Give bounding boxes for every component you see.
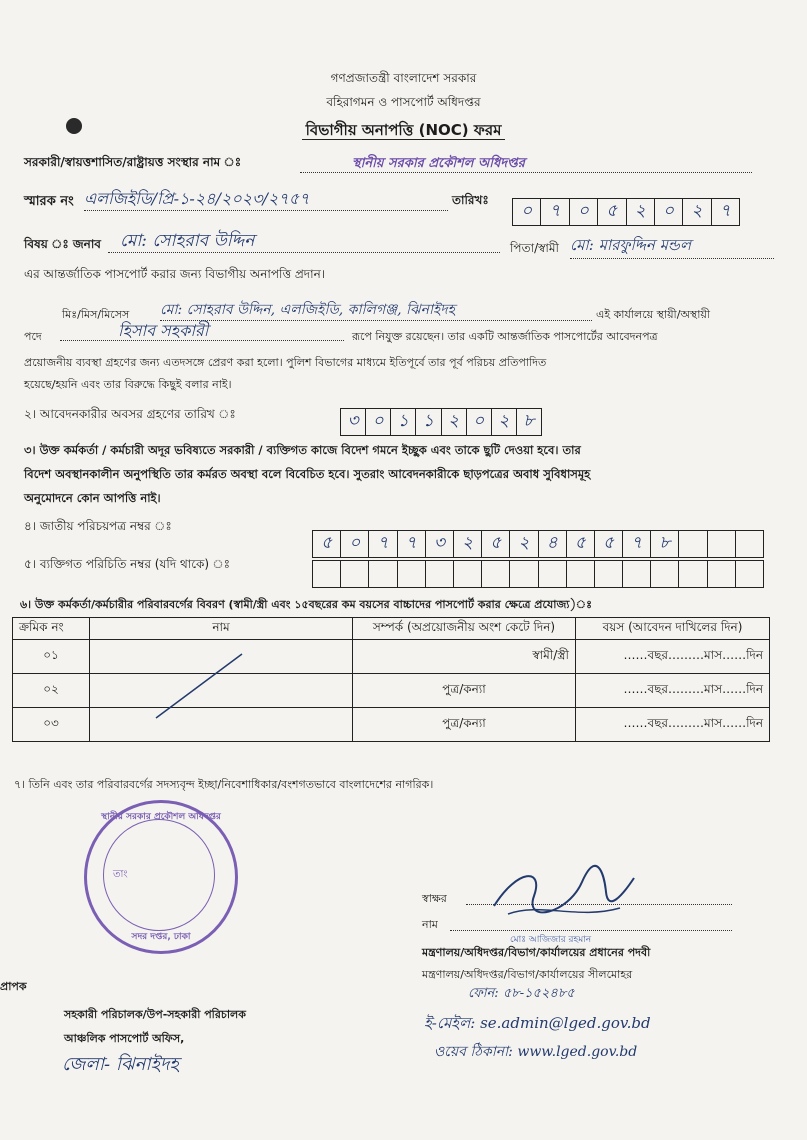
date-digit: ০ [513,199,541,225]
date-digit: ৭ [541,199,569,225]
nid-boxes [312,530,764,558]
body-prefix: মিঃ/মিস/মিসেস [62,308,130,321]
nid-digit: ৭ [623,531,651,557]
date-digit: ২ [627,199,655,225]
date-digit: ০ [655,199,683,225]
nid-digit [679,531,707,557]
retire-digit: ০ [366,409,391,435]
email: ই-মেইল: se.admin@lged.gov.bd [424,1014,651,1032]
table-row [13,708,770,742]
retire-digit: ১ [416,409,441,435]
seal-label: মন্ত্রণালয়/অধিদপ্তর/বিভাগ/কার্যালয়ের সীলমোহর [422,968,633,981]
nid-digit: ৫ [482,531,510,557]
table-row [13,674,770,708]
seal-top-text: স্থানীয় সরকার প্রকৌশল অধিদপ্তর [101,812,221,822]
item3-line-1: ৩। উক্ত কর্মকর্তা / কর্মচারী অদূর ভবিষ্যতে সরকারী / ব্যক্তিগত কাজে বিদেশ গমনে ইচ্ছুক এবং তাকে ছুটি দেওয়া হবে। তার [24,443,581,457]
memo-date-boxes [512,198,740,226]
table-header-sl: ক্রমিক নং [13,618,90,640]
date-digit: ০ [570,199,598,225]
row-sl: ০৩ [13,708,90,742]
post-value: হিসাব সহকারী [118,321,209,340]
body-line-4: হয়েছে/হয়নি এবং তার বিরুদ্ধে কিছুই বলার নাই। [24,378,232,391]
subject-line-2: এর আন্তর্জাতিক পাসপোর্ট করার জন্য বিভাগীয় অনাপত্তি প্রদান। [24,267,326,281]
memo-label: স্মারক নং [24,194,74,209]
strike-line [150,650,250,722]
memo-value: এলজিইডি/প্রি-১-২৪/২০২৩/২৭৫৭ [84,189,310,208]
nid-digit [736,531,763,557]
retire-digit: ৩ [341,409,366,435]
nid-digit: ০ [341,531,369,557]
nid-digit: ৭ [369,531,397,557]
row-relation: পুত্র/কন্যা [353,674,576,708]
header-line-2: বহিরাগমন ও পাসপোর্ট অধিদপ্তর [326,95,481,109]
row-age: ……বছর………মাস……দিন [576,640,770,674]
nid-digit [708,531,736,557]
date-digit: ২ [683,199,711,225]
item2-label: ২। আবেদনকারীর অবসর গ্রহণের তারিখ ঃ [24,407,236,421]
subject-name: মো: সোহরাব উদ্দিন [120,231,255,251]
memo-field [84,186,448,211]
org-field [300,152,752,173]
office-seal [84,800,238,954]
retire-digit: ১ [391,409,416,435]
nid-digit: ৫ [595,531,623,557]
retire-digit: ০ [467,409,492,435]
sign-label: স্বাক্ষর [422,892,447,905]
retire-digit: ৮ [523,411,535,431]
form-title: বিভাগীয় অনাপত্তি (NOC) ফরম [0,119,807,144]
row-relation: পুত্র/কন্যা [353,708,576,742]
nid-digit: ২ [510,531,538,557]
body-person: মো: সোহরাব উদ্দিন, এলজিইডি, কালিগঞ্জ, ঝিনাইদহ [160,302,455,318]
date-digit: ৭ [719,201,731,221]
family-table [12,617,770,742]
table-header-relation: সম্পর্ক (অপ্রয়োজনীয় অংশ কেটে দিন) [353,618,576,640]
body-line-2: রূপে নিযুক্ত রয়েছেন। তার একটি আন্তর্জাতিক পাসপোর্টের আবেদনপত্র [352,330,658,343]
retire-date-boxes [340,408,542,436]
nid-digit: ৪ [539,531,567,557]
post-label: পদে [24,330,42,343]
nid-digit: ৫ [313,531,341,557]
item3-line-2: বিদেশ অবস্থানকালীন অনুপস্থিতি তার কর্মরত অবস্থা বলে বিবেচিত হবে। সুতরাং আবেদনকারীকে ছাড়পত্রের অবাধ সুবিধাসমূহ [24,467,591,481]
nid-digit: ৩ [426,531,454,557]
row-relation: স্বামী/স্ত্রী [353,640,576,674]
item7-label: ৭। তিনি এবং তার পরিবারবর্গের সদস্যবৃন্দ ইচ্ছা/নিবেশাধিকার/বংশগতভাবে বাংলাদেশের নাগরিক। [14,778,434,791]
seal-center-text: তাং [113,869,128,880]
row-sl: ০২ [13,674,90,708]
retire-digit: ২ [442,409,467,435]
officer-name: মোঃ আজিজার রহমান [510,935,592,945]
date-digit: ৫ [598,199,626,225]
row-age: ……বছর………মাস……দিন [576,708,770,742]
recipient-line-1: সহকারী পরিচালক/উপ-সহকারী পরিচালক [64,1008,246,1021]
recipient-district: জেলা- ঝিনাইদহ [62,1054,179,1075]
body-suffix: এই কার্যালয়ে স্থায়ী/অস্থায়ী [596,308,711,321]
personal-id-boxes [312,560,764,588]
retire-digit: ২ [492,409,517,435]
org-label: সরকারী/স্বায়ত্তশাসিত/রাষ্ট্রায়ত্ত সংস্থার নাম ঃ [24,155,242,169]
table-header-age: বয়স (আবেদন দাখিলের দিন) [576,618,770,640]
name-label: নাম [422,918,438,931]
web: ওয়েব ঠিকানা: www.lged.gov.bd [434,1044,638,1060]
item4-label: ৪। জাতীয় পরিচয়পত্র নম্বর ঃ [24,519,172,533]
row-age: ……বছর………মাস……দিন [576,674,770,708]
recipient-label: প্রাপক [0,980,27,993]
nid-digit: ৮ [651,531,679,557]
header-line-1: গণপ্রজাতন্ত্রী বাংলাদেশ সরকার [330,71,477,85]
recipient-line-2: আঞ্চলিক পাসপোর্ট অফিস, [64,1032,185,1045]
table-row [13,640,770,674]
item3-line-3: অনুমোদনে কোন আপত্তি নাই। [24,491,161,505]
nid-digit: ৫ [567,531,595,557]
row-sl: ০১ [13,640,90,674]
name-line [450,922,732,931]
org-value: স্থানীয় সরকার প্রকৌশল অধিদপ্তর [352,156,525,171]
item5-label: ৫। ব্যক্তিগত পরিচিতি নম্বর (যদি থাকে) ঃ [24,557,231,571]
signature-scribble [488,862,638,924]
post-field [60,318,344,341]
subject-label: বিষয় ঃ জনাব [24,237,101,251]
date-label: তারিখঃ [452,193,489,207]
father-label: পিতা/স্বামী [510,241,559,255]
body-line-3: প্রয়োজনীয় ব্যবস্থা গ্রহণের জন্য এতদসঙ্গে প্রেরণ করা হলো। পুলিশ বিভাগের মাধ্যমে ইতিপূর্বে তার পূর্ব পরিচয় প্রতিপাদিত [24,356,547,369]
father-name: মো: মারফুদ্দিন মন্ডল [570,236,692,254]
table-header-name: নাম [90,618,353,640]
father-field [570,234,774,259]
role-label: মন্ত্রণালয়/অধিদপ্তর/বিভাগ/কার্যালয়ের প্রধানের পদবী [422,946,651,959]
nid-digit: ৭ [398,531,426,557]
subject-name-field [108,228,500,253]
item6-label: ৬। উক্ত কর্মকর্তা/কর্মচারীর পরিবারবর্গের বিবরণ (স্বামী/স্ত্রী এবং ১৫বছরের কম বয়সের বাচ্চাদের পাসপোর্ট করার ক্ষেত্রে প্রযোজ্য)ঃ [20,598,592,611]
phone: ফোন: ৫৮-১৫২৪৮৫ [468,986,575,1001]
seal-bottom-text: সদর দপ্তর, ঢাকা [131,932,191,942]
nid-digit: ২ [454,531,482,557]
